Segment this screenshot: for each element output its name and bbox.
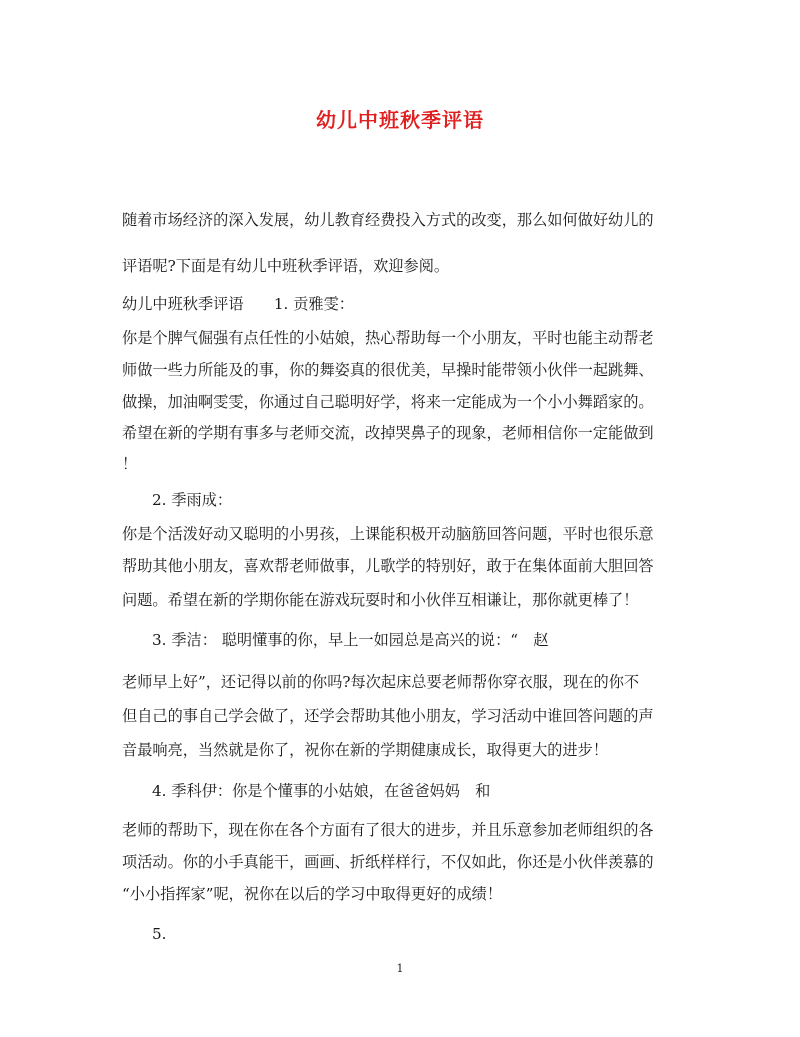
paragraph-2-line-3: 问题。希望在新的学期你能在游戏玩耍时和小伙伴互相谦让，那你就更棒了！ (122, 591, 639, 609)
section-heading-5: 5. (152, 925, 167, 943)
paragraph-3-line-1: 老师早上好”，还记得以前的你吗?每次起床总要老师帮你穿衣服，现在的你不 (122, 673, 640, 691)
paragraph-4-line-2: 项活动。你的小手真能干，画画、折纸样样行，不仅如此，你还是小伙伴羡慕的 (122, 853, 654, 871)
intro-line-2: 评语呢?下面是有幼儿中班秋季评语，欢迎参阅。 (122, 257, 450, 275)
section-heading-2: 2. 季雨成： (152, 491, 233, 509)
intro-line-1: 随着市场经济的深入发展，幼儿教育经费投入方式的改变，那么如何做好幼儿的 (122, 211, 654, 229)
paragraph-2-line-1: 你是个活泼好动又聪明的小男孩，上课能积极开动脑筋回答问题，平时也很乐意 (122, 525, 654, 543)
section-heading-1: 幼儿中班秋季评语 1. 贡雅雯： (122, 295, 354, 313)
section-heading-4: 4. 季科伊：你是个懂事的小姑娘，在爸爸妈妈 和 (152, 782, 491, 800)
paragraph-3-line-3: 音最响亮，当然就是你了，祝你在新的学期健康成长，取得更大的进步！ (122, 741, 608, 759)
section-heading-3: 3. 季洁： 聪明懂事的你，早上一如园总是高兴的说：“ 赵 (152, 631, 549, 649)
paragraph-1-line-3: 做操，加油啊雯雯，你通过自己聪明好学，将来一定能成为一个小小舞蹈家的。 (122, 393, 654, 411)
page-number: 1 (396, 962, 404, 975)
paragraph-1-line-1: 你是个脾气倔强有点任性的小姑娘，热心帮助每一个小朋友，平时也能主动帮老 (122, 329, 654, 347)
paragraph-2-line-2: 帮助其他小朋友，喜欢帮老师做事，儿歌学的特别好，敢于在集体面前大胆回答 (122, 557, 654, 575)
paragraph-1-line-5: ！ (122, 455, 138, 473)
paragraph-4-line-1: 老师的帮助下，现在你在各个方面有了很大的进步，并且乐意参加老师组织的各 (122, 821, 654, 839)
paragraph-3-line-2: 但自己的事自己学会做了，还学会帮助其他小朋友，学习活动中谁回答问题的声 (122, 707, 654, 725)
paragraph-1-line-4: 希望在新的学期有事多与老师交流，改掉哭鼻子的现象，老师相信你一定能做到 (122, 424, 654, 442)
document-title: 幼儿中班秋季评语 (316, 108, 484, 132)
paragraph-4-line-3: “小小指挥家”呢，祝你在以后的学习中取得更好的成绩！ (122, 885, 503, 903)
paragraph-1-line-2: 师做一些力所能及的事，你的舞姿真的很优美，早操时能带领小伙伴一起跳舞、 (122, 361, 654, 379)
